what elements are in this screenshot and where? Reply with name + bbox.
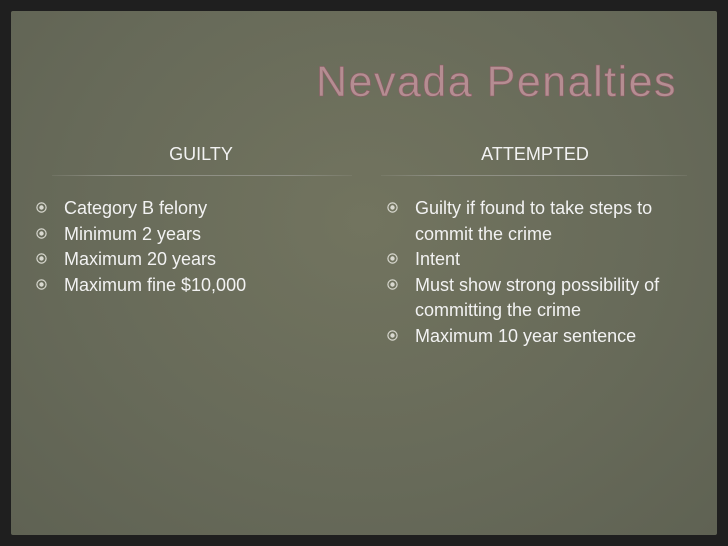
list-item <box>22 247 352 273</box>
column-header-guilty: GUILTY <box>169 144 233 164</box>
list-item <box>373 196 693 247</box>
list-item <box>373 273 693 324</box>
list-item-text: Intent <box>415 249 461 269</box>
column-header-attempted: ATTEMPTED <box>481 144 589 164</box>
circled-dot-icon <box>387 202 398 213</box>
list-item <box>22 222 352 248</box>
circled-dot-icon <box>387 253 398 264</box>
circled-dot-icon <box>36 253 47 264</box>
column-divider-guilty <box>52 175 352 176</box>
bullet-list-guilty <box>22 196 352 298</box>
list-item <box>22 273 352 299</box>
list-item <box>373 324 693 350</box>
circled-dot-icon <box>36 279 47 290</box>
bullet-list-attempted <box>373 196 693 349</box>
list-item-text: Must show strong possibility of committing the crime <box>415 274 660 320</box>
content-panel <box>11 11 717 535</box>
slide-title: Nevada Penalties <box>316 58 678 106</box>
list-item <box>373 247 693 273</box>
list-item-text: Guilty if found to take steps to commit the crime <box>415 198 653 244</box>
circled-dot-icon <box>36 228 47 239</box>
list-item-text: Maximum 20 years <box>64 249 217 269</box>
list-item-text: Category B felony <box>64 198 208 218</box>
column-divider-attempted <box>381 175 687 176</box>
circled-dot-icon <box>387 279 398 290</box>
list-item-text: Minimum 2 years <box>64 223 202 244</box>
list-item-text: Maximum fine $10,000 <box>64 274 247 295</box>
list-item-text: Maximum 10 year sentence <box>415 325 637 346</box>
circled-dot-icon <box>387 330 398 341</box>
list-item <box>22 196 352 222</box>
circled-dot-icon <box>36 202 47 213</box>
